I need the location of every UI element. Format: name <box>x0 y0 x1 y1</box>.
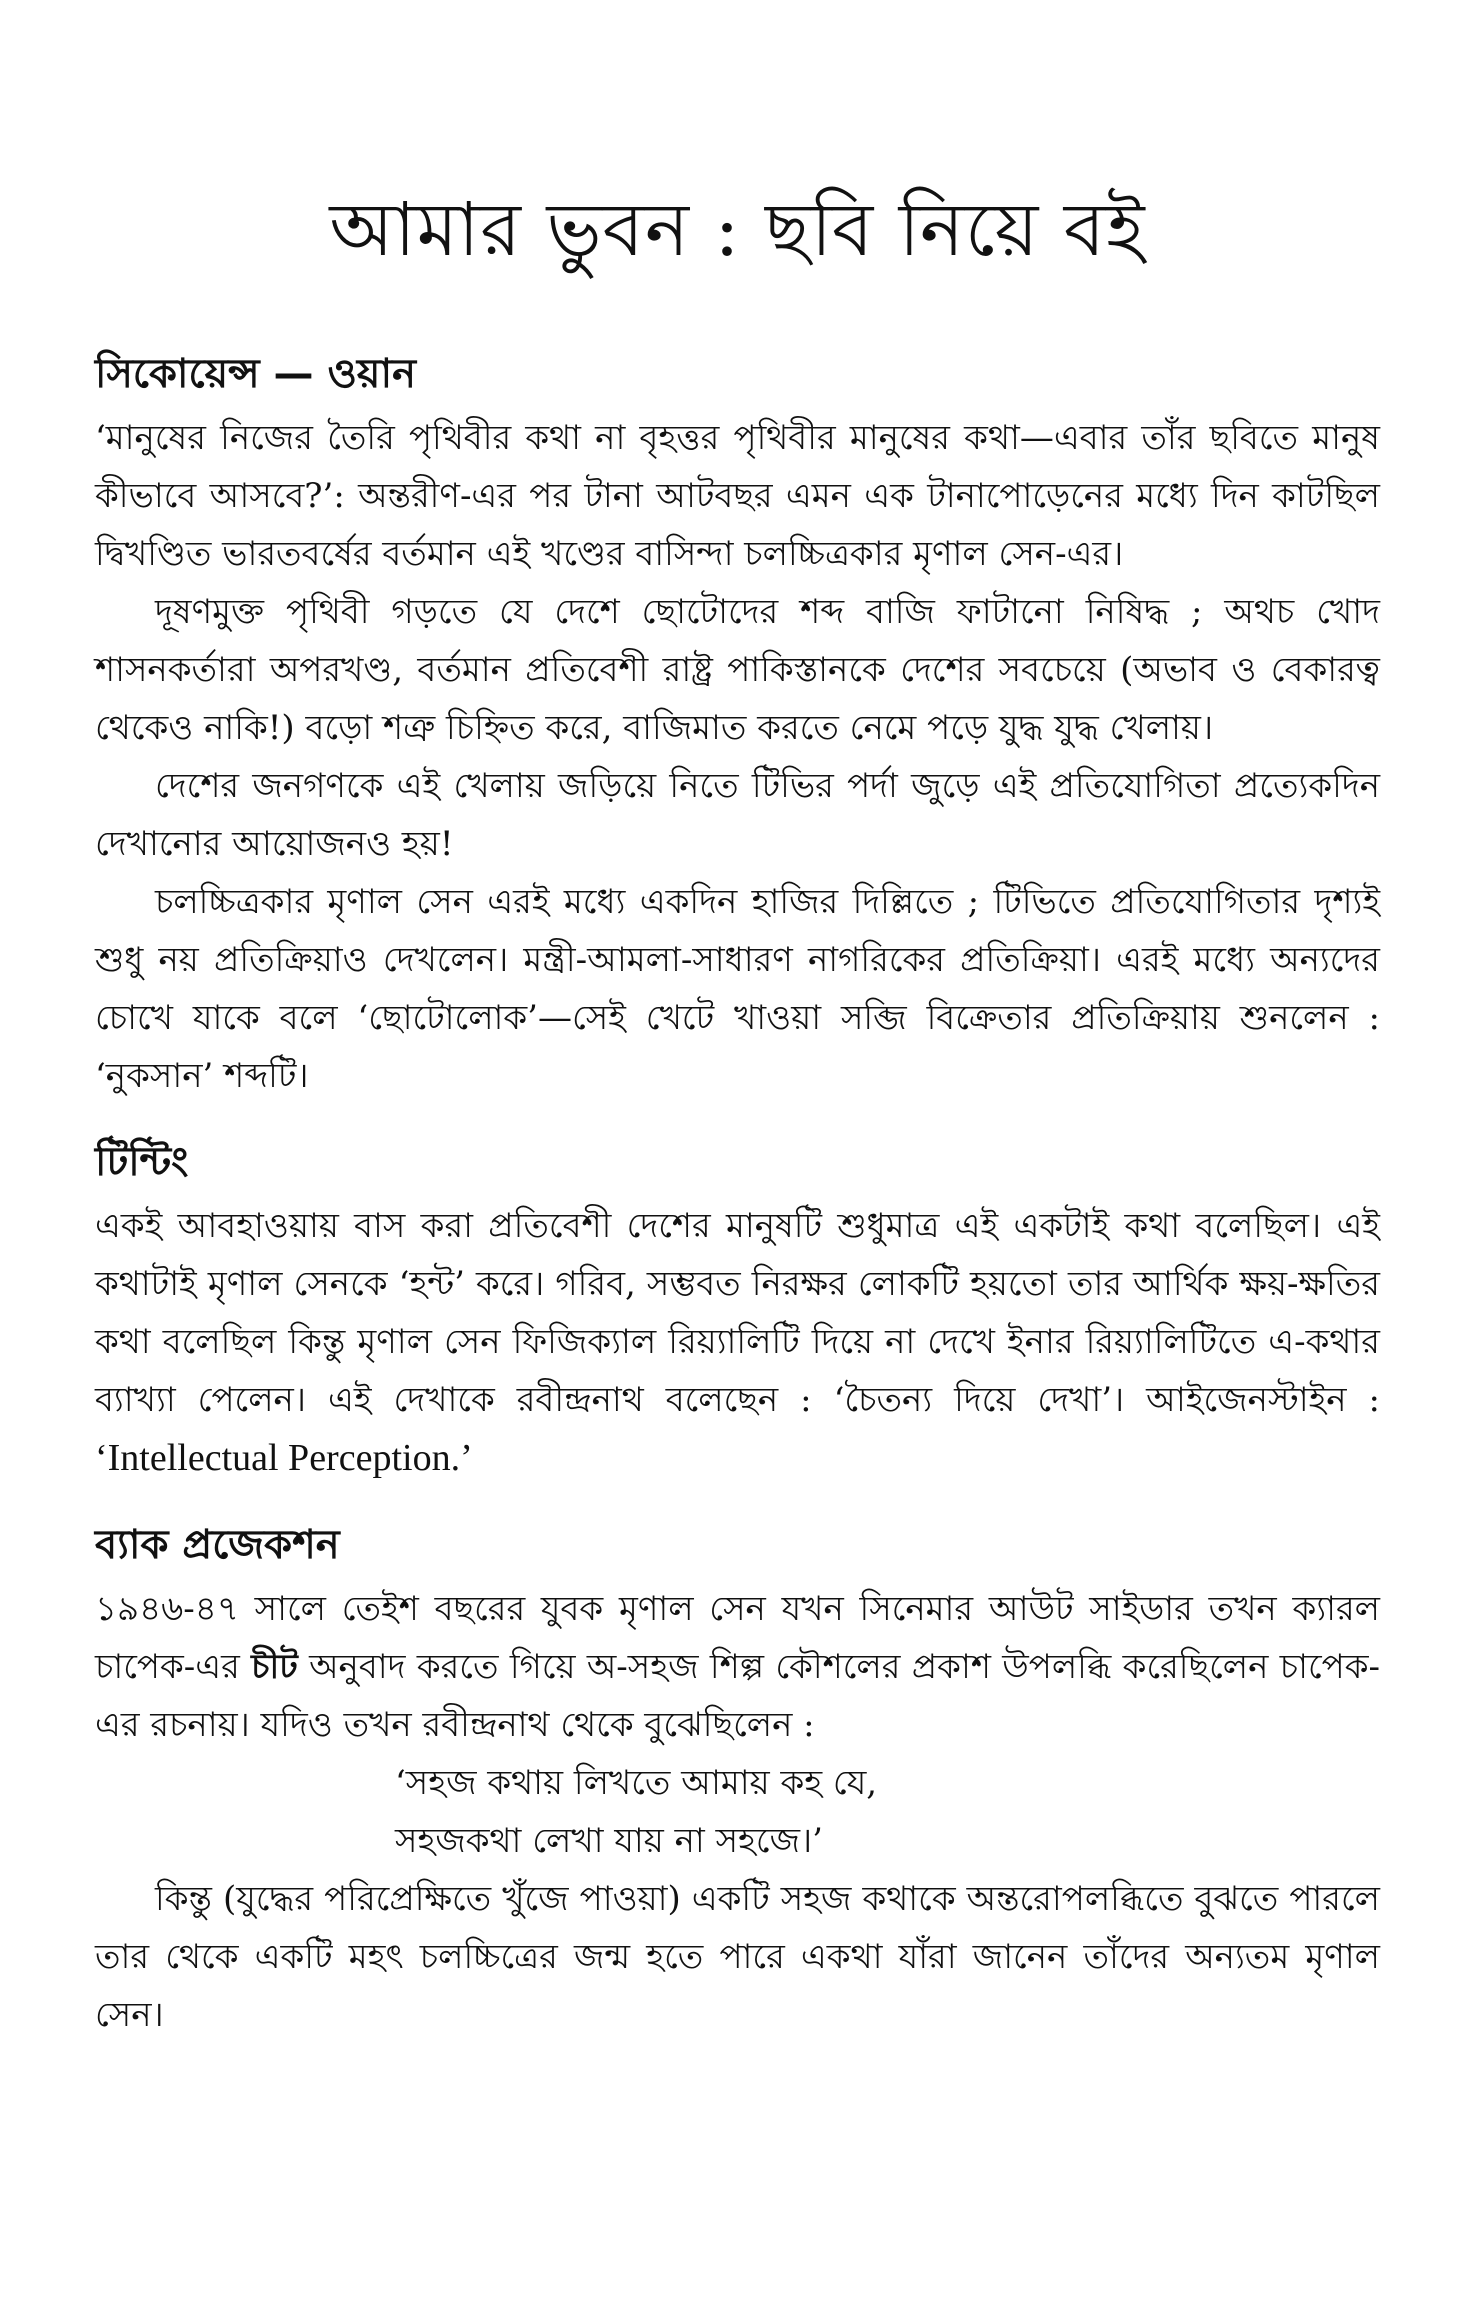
paragraph <box>95 1580 1380 1754</box>
paragraph: দূষণমুক্ত পৃথিবী গড়তে যে দেশে ছোটোদের শব্দ বাজি ফাটানো নিষিদ্ধ ; অথচ খোদ শাসনকর্তারা অপরখণ্ড, বর্তমান প্রতিবেশী রাষ্ট্র পাকিস্তানকে দেশের সবচেয়ে (অভাব ও বেকারত্ব থেকেও নাকি!) বড়ো শত্রু চিহ্নিত করে, বাজিমাত করতে নেমে পড়ে যুদ্ধ যুদ্ধ খেলায়। <box>95 592 1380 748</box>
section-heading: ব্যাক প্রজেকশন <box>95 1522 340 1568</box>
paragraph: চলচ্চিত্রকার মৃণাল সেন এরই মধ্যে একদিন হাজির দিল্লিতে ; টিভিতে প্রতিযোগিতার দৃশ্যই শুধু নয় প্রতিক্রিয়াও দেখলেন। মন্ত্রী-আমলা-সাধারণ নাগরিকের প্রতিক্রিয়া। এরই মধ্যে অন্যদের চোখে যাকে বলে ‘ছোটোলোক’—সেই খেটে খাওয়া সব্জি বিক্রেতার প্রতিক্রিয়ায় শুনলেন : ‘নুকসান’ শব্দটি। <box>95 882 1380 1096</box>
paragraph-text: একই আবহাওয়ায় বাস করা প্রতিবেশী দেশের মানুষটি শুধুমাত্র এই একটাই কথা বলেছিল। এই কথাটাই মৃণাল সেনকে ‘হন্ট’ করে। গরিব, সম্ভবত নিরক্ষর লোকটি হয়তো তার আর্থিক ক্ষয়-ক্ষতির কথা বলেছিল কিন্তু মৃণাল সেন ফিজিক্যাল রিয়্যালিটি দিয়ে না দেখে ইনার রিয়্যালিটিতে এ-কথার ব্যাখ্যা পেলেন। এই দেখাকে রবীন্দ্রনাথ বলেছেন : ‘চৈতন্য দিয়ে দেখা’। আইজেনস্টাইন : <box>95 1206 1380 1420</box>
book-page <box>95 0 1380 2311</box>
page-content <box>95 345 1380 2072</box>
paragraph: কিন্তু (যুদ্ধের পরিপ্রেক্ষিতে খুঁজে পাওয়া) একটি সহজ কথাকে অন্তরোপলব্ধিতে বুঝতে পারলে তার থেকে একটি মহৎ চলচ্চিত্রের জন্ম হতে পারে একথা যাঁরা জানেন তাঁদের অন্যতম মৃণাল সেন। <box>95 1879 1380 2035</box>
paragraph: দেশের জনগণকে এই খেলায় জড়িয়ে নিতে টিভির পর্দা জুড়ে এই প্রতিযোগিতা প্রত্যেকদিন দেখানোর আয়োজনও হয়! <box>95 766 1380 864</box>
section-back-projection <box>95 1516 1380 2044</box>
section-tinting <box>95 1133 1380 1488</box>
section-heading: সিকোয়েন্স — ওয়ান <box>95 351 416 397</box>
book-title-cheat: চীট <box>251 1647 298 1687</box>
paragraph: ‘মানুষের নিজের তৈরি পৃথিবীর কথা না বৃহত্তর পৃথিবীর মানুষের কথা—এবার তাঁর ছবিতে মানুষ কীভাবে আসবে?’: অন্তরীণ-এর পর টানা আটবছর এমন এক টানাপোড়েনের মধ্যে দিন কাটছিল দ্বিখণ্ডিত ভারতবর্ষের বর্তমান এই খণ্ডের বাসিন্দা চলচ্চিত্রকার মৃণাল সেন-এর। <box>95 418 1380 574</box>
paragraph-text: অনুবাদ করতে গিয়ে অ-সহজ শিল্প কৌশলের প্রকাশ উপলব্ধি করেছিলেন চাপেক-এর রচনায়। যদিও তখন রবীন্দ্রনাথ থেকে বুঝেছিলেন : <box>95 1647 1380 1745</box>
page-title: আমার ভুবন : ছবি নিয়ে বই <box>329 187 1146 273</box>
verse-line: সহজকথা লেখা যায় না সহজে।’ <box>395 1821 823 1861</box>
verse-line: ‘সহজ কথায় লিখতে আমায় কহ যে, <box>395 1763 878 1803</box>
section-heading: টিন্টিং <box>95 1139 189 1185</box>
paragraph <box>95 1197 1380 1488</box>
paragraph-text: ১৯৪৬-৪৭ সালে তেইশ বছরের যুবক মৃণাল সেন যখন সিনেমার আউট সাইডার তখন ক্যারল চাপেক-এর <box>95 1589 1380 1687</box>
english-quote: ‘Intellectual Perception.’ <box>95 1437 473 1479</box>
verse-quote <box>395 1754 1380 1870</box>
section-sequence-one <box>95 345 1380 1105</box>
